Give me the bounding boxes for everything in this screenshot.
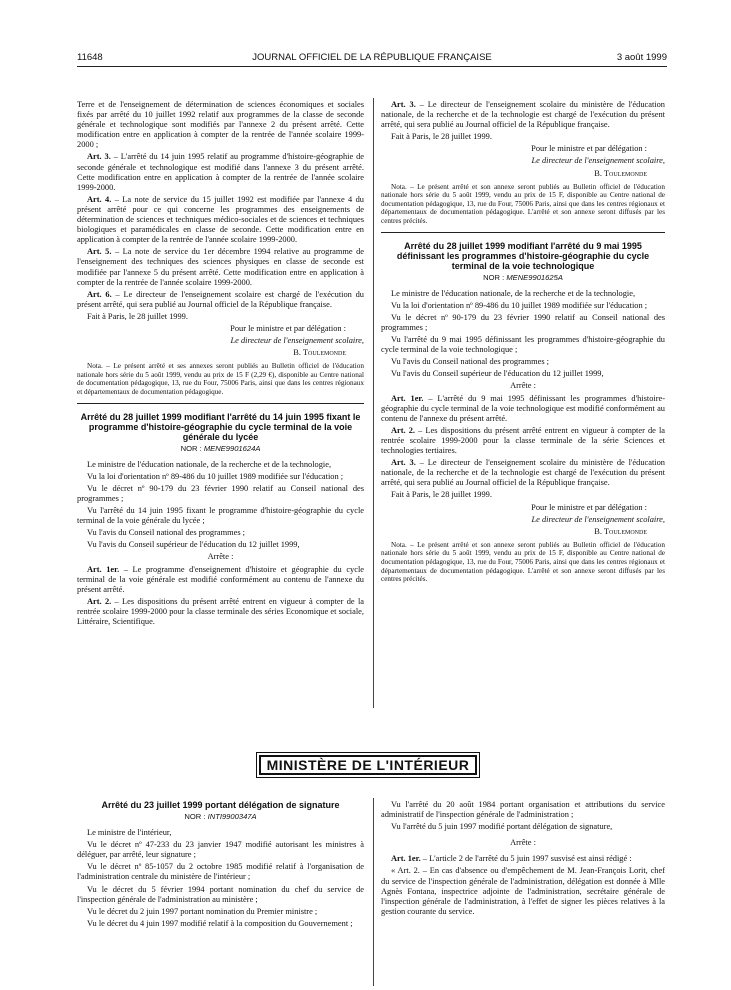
paragraph: Vu l'avis du Conseil national des programmes ; bbox=[391, 357, 550, 367]
arrete-heading: Arrête : bbox=[207, 552, 234, 562]
paragraph: Vu le décret du 5 février 1994 portant nomination du chef du service de l'inspection générale de l'administration au ministère ; bbox=[77, 884, 364, 904]
paragraph: Vu le décret nº 85-1057 du 2 octobre 1985 modifié relatif à l'organisation de l'administration centrale du ministère de l'intérieur ; bbox=[77, 862, 364, 882]
paragraph: Vu l'arrêté du 14 juin 1995 fixant le programme d'histoire-géographie du cycle terminal de la voie générale du lycée ; bbox=[77, 506, 364, 526]
left-column-top bbox=[77, 100, 364, 629]
paragraph: Vu la loi d'orientation nº 89-486 du 10 juillet 1989 modifiée sur l'éducation ; bbox=[87, 471, 344, 481]
paragraph: Vu le décret nº 90-179 du 23 février 1990 relatif au Conseil national des programmes ; bbox=[381, 312, 665, 332]
header-rule bbox=[77, 66, 667, 67]
article-2: Art. 2. – Les dispositions du présent arrêté entrent en vigueur à compter de la rentrée scolaire 1999-2000 pour la classe terminale de la série Sciences et technologies tertiaires. bbox=[381, 425, 665, 456]
article-5: Art. 5. – La note de service du 1er décembre 1994 relative au programme de l'enseignement des techniques des sciences physiques en classe de seconde est modifiée par l'annexe 5 du présent arrêté. Cette modification entre en application à compter de la rentrée de l'année scolaire 1999-2000. bbox=[77, 247, 364, 287]
quoted-article: « Art. 2. – En cas d'absence ou d'empêchement de M. Jean-François Lorit, chef du service de l'inspection générale de l'administration, délégation est donnée à Mlle Agnès Fontana, inspectrice adjointe de l'administration, secrétaire générale de l'inspection générale de l'administration, à l'effet de signer les pièces relatives à la gestion courante du service. bbox=[381, 866, 665, 916]
signature-name: B. Toulemonde bbox=[594, 526, 647, 536]
signed-date: Fait à Paris, le 28 juillet 1999. bbox=[87, 311, 188, 321]
article-6: Art. 6. – Le directeur de l'enseignement scolaire est chargé de l'exécution du présent arrêté, qui sera publié au Journal officiel de la République française. bbox=[77, 289, 364, 309]
arrete-heading: Arrête : bbox=[510, 381, 536, 391]
paragraph: Vu le décret nº 90-179 du 23 février 1990 relatif au Conseil national des programmes ; bbox=[77, 483, 364, 503]
nor-reference: NOR : INTI9900347A bbox=[184, 812, 257, 821]
signature-name: B. Toulemonde bbox=[293, 348, 346, 358]
ministry-title: MINISTÈRE DE L'INTÉRIEUR bbox=[259, 755, 477, 775]
signature-line-2: Le directeur de l'enseignement scolaire, bbox=[531, 156, 665, 166]
arrete-heading: Arrête : bbox=[510, 838, 536, 848]
paragraph: Le ministre de l'éducation nationale, de la recherche et de la technologie, bbox=[87, 459, 332, 469]
article-1: Art. 1er. – L'article 2 de l'arrêté du 5 juin 1997 susvisé est ainsi rédigé : bbox=[391, 854, 632, 864]
column-divider-bottom bbox=[373, 798, 374, 986]
paragraph: Vu le décret du 4 juin 1997 modifié relatif à la composition du Gouvernement ; bbox=[87, 918, 353, 928]
left-column-bottom bbox=[77, 800, 364, 931]
paragraph: Le ministre de l'éducation nationale, de la recherche et de la technologie, bbox=[391, 288, 636, 298]
right-column-top bbox=[381, 100, 665, 590]
signature-line-2: Le directeur de l'enseignement scolaire, bbox=[230, 336, 364, 346]
article-3b: Art. 3. – Le directeur de l'enseignement scolaire du ministère de l'éducation nationale, de la recherche et de la technologie est chargé de l'exécution du présent arrêté, qui sera publié au Journal officiel de la République française. bbox=[381, 458, 665, 488]
decree-title: Arrêté du 28 juillet 1999 modifiant l'arrêté du 9 mai 1995 définissant les programmes d'histoire-géographie du cycle terminal de la voie technologique bbox=[396, 240, 650, 271]
article-1: Art. 1er. – Le programme d'enseignement d'histoire et géographie du cycle terminal de la voie générale est modifié conformément au contenu de l'annexe du présent arrêté. bbox=[77, 564, 364, 594]
decree-title: Arrêté du 28 juillet 1999 modifiant l'arrêté du 14 juin 1995 fixant le programme d'histoire-géographie du cycle terminal de la voie générale du lycée bbox=[80, 411, 361, 442]
nota-note: Nota. – Le présent arrêté et ses annexes seront publiés au Bulletin officiel de l'éducation nationale hors série du 5 août 1999, vendu au prix de 15 F (2,29 €), disponible au Centre national de documentation pédagogique, 13, rue du Four, 75006 Paris, ainsi que dans les centres régionaux et départementaux de documentation pédagogique. bbox=[77, 362, 364, 397]
nota-note: Nota. – Le présent arrêté et son annexe seront publiés au Bulletin officiel de l'éducation nationale hors série du 5 août 1999, vendu au prix de 15 F, disponible au Centre national de documentation pédagogique, 13, rue du Four, 75006 Paris, ainsi que dans les centres régionaux et départementaux de documentation pédagogique. L'arrêté et son annexe seront diffusés par les centres précités. bbox=[381, 182, 665, 226]
right-column-bottom bbox=[381, 800, 665, 919]
paragraph: Vu la loi d'orientation nº 89-486 du 10 juillet 1989 modifiée sur l'éducation ; bbox=[391, 300, 648, 310]
signed-date: Fait à Paris, le 28 juillet 1999. bbox=[391, 132, 492, 142]
signature-line-2: Le directeur de l'enseignement scolaire, bbox=[531, 514, 665, 524]
article-4: Art. 4. – La note de service du 15 juillet 1992 est modifiée par l'annexe 4 du présent arrêté pour ce qui concerne les programmes des enseignements de détermination de sciences et techniques médico-sociales et de sciences et techniques biologiques et paramédicales en classe de seconde. Cette modification entre en application à compter de la rentrée de l'année scolaire 1999-2000. bbox=[77, 194, 364, 245]
nor-reference: NOR : MENE9901624A bbox=[180, 443, 261, 453]
section-separator bbox=[77, 403, 364, 404]
paragraph: Vu le décret du 2 juin 1997 portant nomination du Premier ministre ; bbox=[87, 906, 318, 916]
nota-note: Nota. – Le présent arrêté et son annexe seront publiés au Bulletin officiel de l'éducation nationale hors série du 5 août 1999, vendu au prix de 15 F, disponible au Centre national de documentation pédagogique, 13, rue du Four, 75006 Paris, ainsi que dans les centres régionaux et départementaux de documentation pédagogique. L'arrêté et son annexe seront diffusés par les centres précités. bbox=[381, 540, 665, 584]
signature-line-1: Pour le ministre et par délégation : bbox=[531, 144, 647, 154]
article-1: Art. 1er. – L'arrêté du 9 mai 1995 définissant les programmes d'histoire-géographie du cycle terminal de la voie technologique est modifié conformément au contenu de l'annexe du présent arrêté. bbox=[381, 393, 666, 423]
column-divider-top bbox=[373, 98, 374, 708]
issue-date: 3 août 1999 bbox=[616, 52, 667, 63]
journal-title: JOURNAL OFFICIEL DE LA RÉPUBLIQUE FRANÇAISE bbox=[252, 52, 492, 63]
article-3: Art. 3. – Le directeur de l'enseignement scolaire du ministère de l'éducation nationale, de la recherche et de la technologie est chargé de l'exécution du présent arrêté, qui sera publié au Journal officiel de la République française. bbox=[381, 100, 665, 130]
decree-title: Arrêté du 23 juillet 1999 portant délégation de signature bbox=[101, 800, 340, 810]
paragraph: Vu l'avis du Conseil supérieur de l'éducation du 12 juillet 1999, bbox=[87, 540, 300, 550]
paragraph: Vu l'avis du Conseil supérieur de l'éducation du 12 juillet 1999, bbox=[391, 369, 604, 379]
paragraph: Vu l'arrêté du 5 juin 1997 modifié portant délégation de signature, bbox=[391, 822, 613, 832]
paragraph: Vu l'avis du Conseil national des programmes ; bbox=[87, 528, 246, 538]
paragraph: Vu le décret nº 47-233 du 23 janvier 1947 modifié autorisant les ministres à déléguer, par arrêté, leur signature ; bbox=[77, 840, 364, 860]
signed-date: Fait à Paris, le 28 juillet 1999. bbox=[391, 490, 492, 500]
page-number: 11648 bbox=[77, 52, 103, 63]
article-2: Art. 2. – Les dispositions du présent arrêté entrent en vigueur à compter de la rentrée scolaire 1999-2000 pour la classe terminale des séries Economique et sociale, Littéraire, Scientifique. bbox=[77, 596, 365, 627]
article-3: Art. 3. – L'arrêté du 14 juin 1995 relatif au programme d'histoire-géographie de seconde générale et technologique est modifié dans l'annexe 3 du présent arrêté. Cette modification entre en application à compter de la rentrée de l'année scolaire 1999-2000. bbox=[77, 152, 364, 192]
paragraph: Vu l'arrêté du 9 mai 1995 définissant les programmes d'histoire-géographie du cycle terminal de la voie technologique ; bbox=[381, 335, 665, 355]
paragraph: Vu l'arrêté du 20 août 1984 portant organisation et attributions du service administratif de l'inspection générale de l'administration ; bbox=[381, 800, 665, 820]
nor-reference: NOR : MENE9901625A bbox=[483, 272, 563, 282]
section-separator bbox=[381, 232, 665, 233]
ministry-banner bbox=[256, 752, 480, 778]
signature-line-1: Pour le ministre et par délégation : bbox=[230, 323, 346, 333]
signature-name: B. Toulemonde bbox=[594, 168, 647, 178]
paragraph: Terre et de l'enseignement de détermination de sciences économiques et sociales fixés par arrêté du 10 juillet 1992 relatif aux programmes de la classe de seconde générale et technologique sont modifiés par l'annexe 2 du présent arrêté. Cette modification entre en application à compter de la rentrée de l'année scolaire 1999-2000 ; bbox=[77, 100, 364, 150]
paragraph: Le ministre de l'intérieur, bbox=[87, 828, 172, 838]
signature-line-1: Pour le ministre et par délégation : bbox=[531, 502, 647, 512]
